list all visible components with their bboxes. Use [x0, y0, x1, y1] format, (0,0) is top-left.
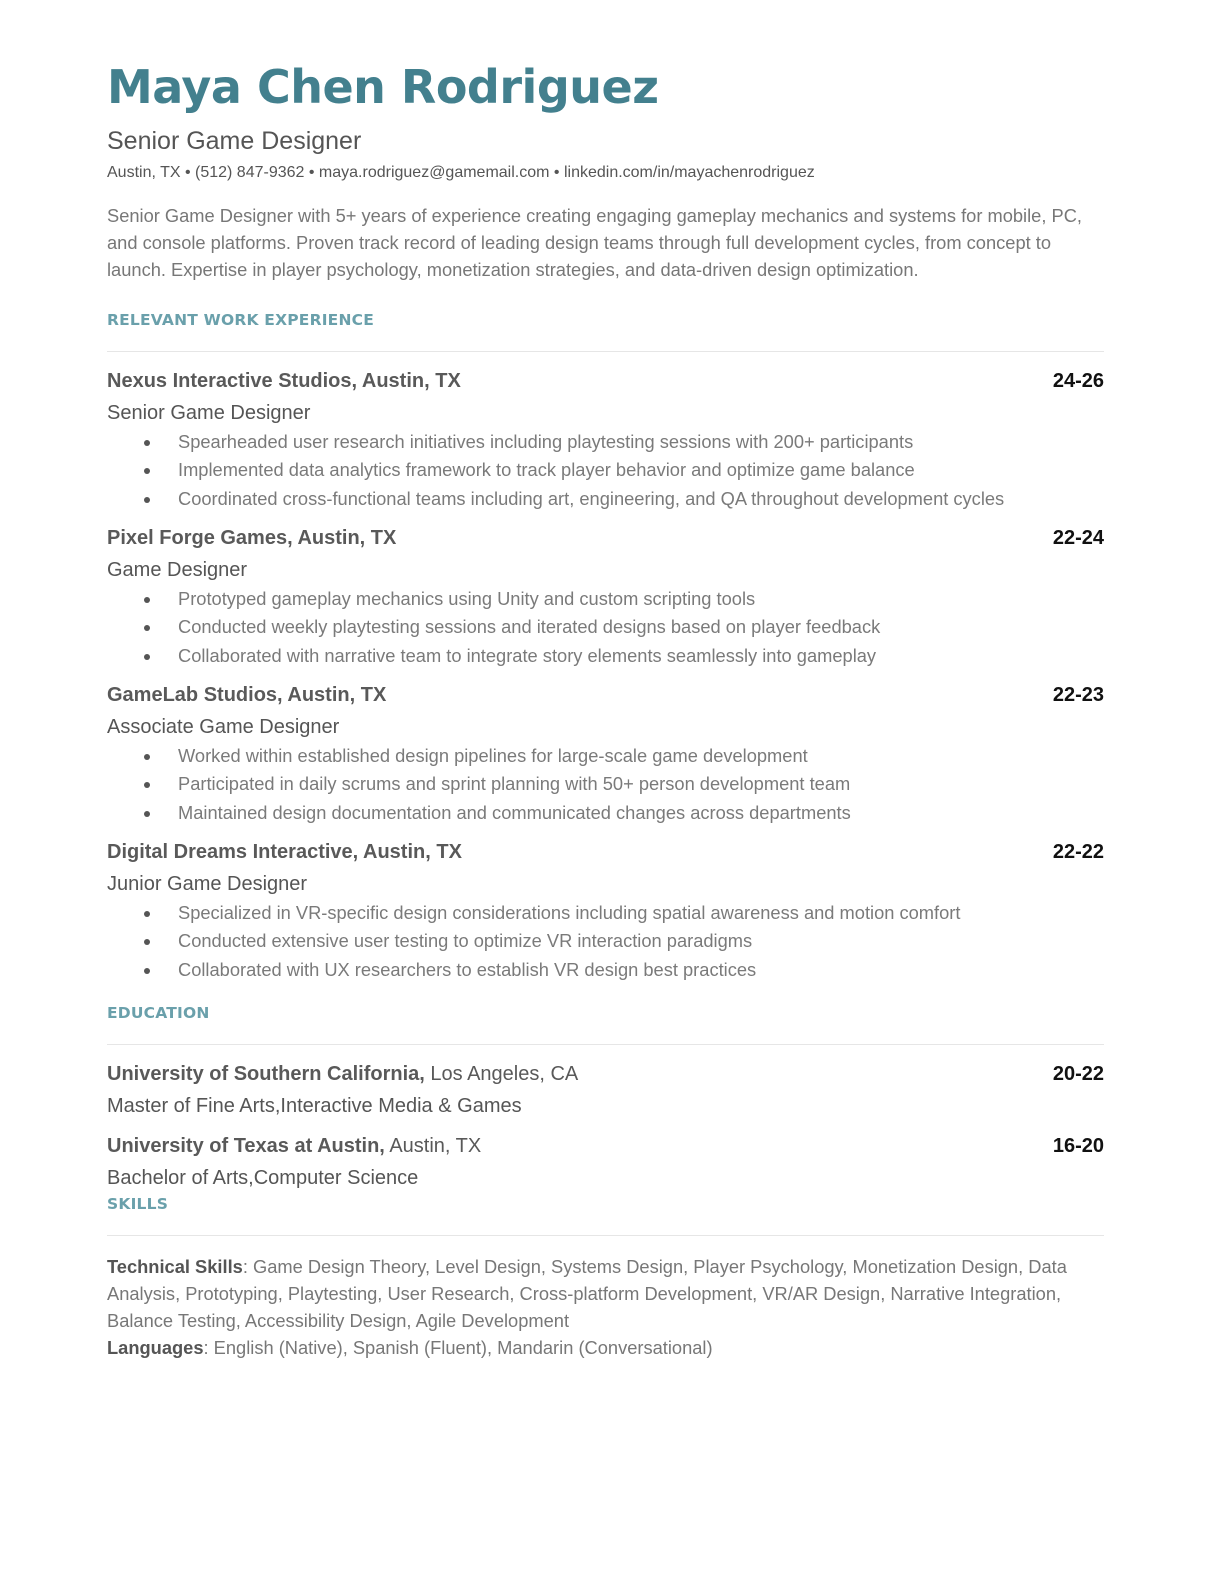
technical-skills-label: Technical Skills: [107, 1256, 243, 1277]
job-bullet: [107, 742, 1104, 770]
experience-heading: RELEVANT WORK EXPERIENCE: [107, 311, 374, 329]
job-dates: 24-26: [1052, 370, 1104, 392]
bullet-dot-icon: [144, 440, 150, 446]
languages-list: : English (Native), Spanish (Fluent), Mandarin (Conversational): [203, 1337, 713, 1358]
job-bullet: [107, 899, 1104, 927]
degree: Master of Fine Arts,Interactive Media & Games: [107, 1095, 522, 1117]
bullet-dot-icon: [144, 811, 150, 817]
bullet-text: Worked within established design pipelines for large-scale game development: [178, 745, 808, 766]
bullet-dot-icon: [144, 625, 150, 631]
skills-block: [107, 1253, 1077, 1361]
job-employer: Nexus Interactive Studios, Austin, TX: [107, 370, 461, 392]
job-employer: GameLab Studios, Austin, TX: [107, 684, 387, 706]
education-dates: 20-22: [1052, 1063, 1104, 1085]
job-entry: [107, 527, 1104, 670]
job-bullets: [107, 428, 1104, 513]
job-bullet: [107, 642, 1104, 670]
job-bullets: [107, 899, 1104, 984]
job-employer: Pixel Forge Games, Austin, TX: [107, 527, 397, 549]
contact-line: Austin, TX • (512) 847-9362 • maya.rodriguez@gamemail.com • linkedin.com/in/mayachenrodriguez: [107, 164, 815, 181]
job-bullets: [107, 742, 1104, 827]
skills-divider: [107, 1235, 1104, 1236]
candidate-name: Maya Chen Rodriguez: [107, 60, 659, 114]
job-title: Junior Game Designer: [107, 873, 308, 895]
bullet-text: Prototyped gameplay mechanics using Unity and custom scripting tools: [178, 588, 756, 609]
education-heading: EDUCATION: [107, 1004, 210, 1022]
job-bullet: [107, 927, 1104, 955]
bullet-dot-icon: [144, 968, 150, 974]
school-name: University of Southern California,: [107, 1063, 425, 1085]
bullet-dot-icon: [144, 754, 150, 760]
job-bullet: [107, 770, 1104, 798]
job-bullet: [107, 613, 1104, 641]
bullet-text: Conducted weekly playtesting sessions and iterated designs based on player feedback: [178, 616, 881, 638]
bullet-dot-icon: [144, 468, 150, 474]
bullet-dot-icon: [144, 497, 150, 503]
bullet-text: Spearheaded user research initiatives including playtesting sessions with 200+ participants: [178, 431, 914, 452]
experience-divider: [107, 351, 1104, 352]
bullet-dot-icon: [144, 654, 150, 660]
languages: [107, 1334, 1077, 1361]
professional-summary: Senior Game Designer with 5+ years of experience creating engaging gameplay mechanics and systems for mobile, PC, and console platforms. Proven track record of leading design teams through full development cycles, from concept to launch. Expertise in player psychology, monetization strategies, and data-driven design optimization.: [107, 205, 1082, 280]
bullet-text: Specialized in VR-specific design considerations including spatial awareness and motion comfort: [178, 902, 961, 923]
job-dates: 22-23: [1052, 684, 1104, 706]
bullet-text: Participated in daily scrums and sprint planning with 50+ person development team: [178, 773, 851, 795]
job-entry: [107, 370, 1104, 513]
technical-skills-list: : Game Design Theory, Level Design, Systems Design, Player Psychology, Monetization Design, Data Analysis, Prototyping, Playtesting, User Research, Cross-platform Development, VR/AR Design, Narrative Integration, Balance Testing, Accessibility Design, Agile Development: [107, 1256, 1067, 1331]
job-dates: 22-24: [1052, 527, 1104, 549]
school-line: [107, 1135, 481, 1158]
job-dates: 22-22: [1052, 841, 1104, 863]
bullet-text: Conducted extensive user testing to optimize VR interaction paradigms: [178, 930, 753, 952]
school-location: Austin, TX: [384, 1135, 482, 1157]
bullet-text: Implemented data analytics framework to track player behavior and optimize game balance: [178, 459, 915, 481]
skills-heading: SKILLS: [107, 1195, 169, 1213]
job-title: Game Designer: [107, 559, 248, 581]
bullet-text: Coordinated cross-functional teams including art, engineering, and QA throughout development cycles: [178, 487, 1005, 509]
job-employer: Digital Dreams Interactive, Austin, TX: [107, 841, 462, 863]
bullet-dot-icon: [144, 939, 150, 945]
candidate-role: Senior Game Designer: [107, 127, 362, 155]
bullet-text: Collaborated with narrative team to integrate story elements seamlessly into gameplay: [178, 644, 877, 666]
education-entry: [107, 1135, 1104, 1193]
school-name: University of Texas at Austin,: [107, 1135, 385, 1157]
job-bullets: [107, 585, 1104, 670]
bullet-text: Maintained design documentation and communicated changes across departments: [178, 801, 851, 823]
job-bullet: [107, 585, 1104, 613]
bullet-dot-icon: [144, 597, 150, 603]
job-bullet: [107, 799, 1104, 827]
bullet-text: Collaborated with UX researchers to establish VR design best practices: [178, 958, 757, 980]
job-bullet: [107, 456, 1104, 484]
job-bullet: [107, 428, 1104, 456]
education-divider: [107, 1044, 1104, 1045]
education-dates: 16-20: [1052, 1135, 1104, 1157]
job-entry: [107, 841, 1104, 984]
education-entry: [107, 1063, 1104, 1121]
job-title: Senior Game Designer: [107, 402, 311, 424]
job-bullet: [107, 956, 1104, 984]
school-line: [107, 1063, 578, 1086]
school-location: Los Angeles, CA: [424, 1063, 579, 1085]
languages-label: Languages: [107, 1337, 204, 1358]
job-title: Associate Game Designer: [107, 716, 340, 738]
job-entry: [107, 684, 1104, 827]
bullet-dot-icon: [144, 911, 150, 917]
bullet-dot-icon: [144, 782, 150, 788]
degree: Bachelor of Arts,Computer Science: [107, 1167, 419, 1189]
technical-skills: [107, 1253, 1077, 1334]
job-bullet: [107, 485, 1104, 513]
